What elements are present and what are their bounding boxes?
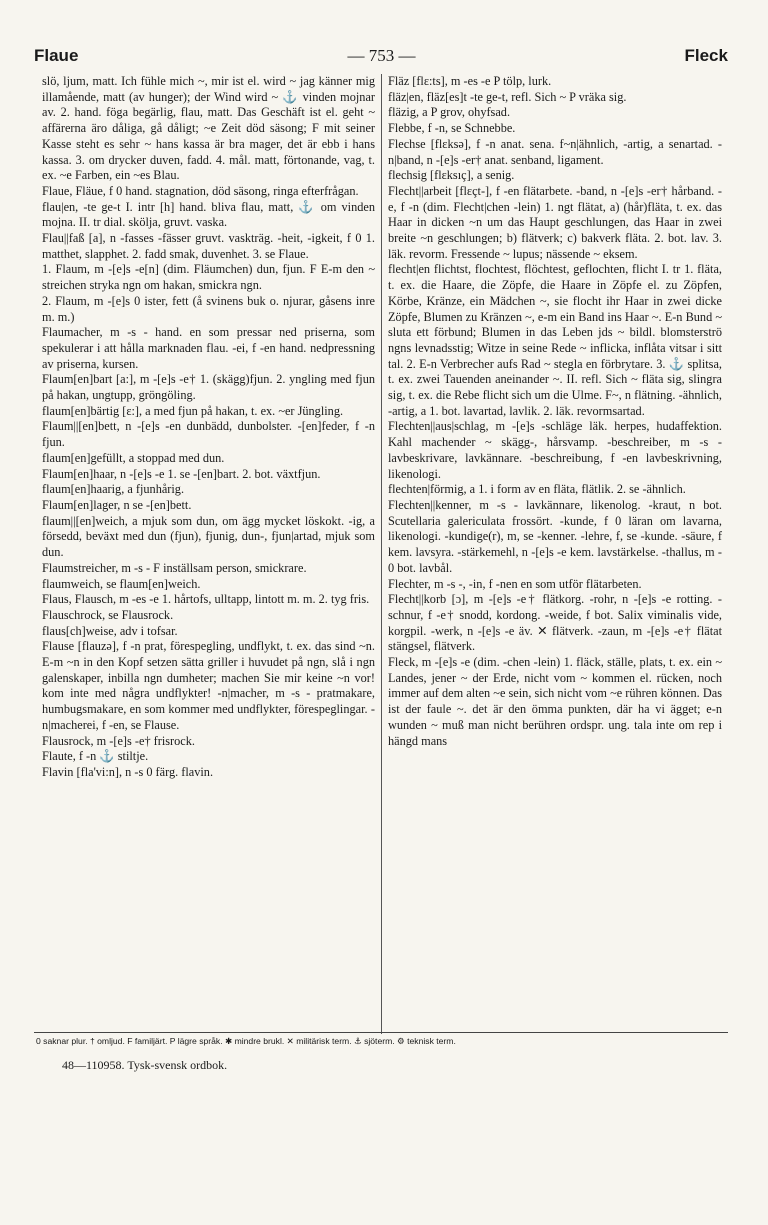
dictionary-entry: Flaumacher, m -s - hand. en som pressar ned priserna, som spekulerar i att hålla marknaden flau. -ei, f -en hand. nedpressning av priserna, kursen.: [42, 325, 375, 371]
dictionary-entry: Flechten||kenner, m -s - lavkännare, likenolog. -kraut, n bot. Scutellaria galericulata frossört. -kunde, f 0 läran om lavarna, likenologi. -kundige(r), m, se -kenner. -lehre, f, se -kunde. -säure, f kem. lavsyra. -stärkemehl, n -[e]s -e kem. lavstärkelse. -thallus, m - 0 bot. lavbål.: [388, 497, 722, 575]
dictionary-entry: Flauschrock, se Flausrock.: [42, 607, 174, 622]
dictionary-entry: Flechse [flεksə], f -n anat. sena. f~n|ähnlich, -artig, a senartad. -n|band, n -[e]s -er† anat. senband, ligament.: [388, 136, 722, 167]
dictionary-entry: Fläz [flε:ts], m -es -e P tölp, lurk.: [388, 74, 552, 88]
dictionary-entry: Flaumstreicher, m -s - F inställsam person, smickrare.: [42, 560, 307, 575]
left-column: [36, 74, 382, 1034]
right-column: [382, 74, 728, 1034]
dictionary-entry: Flaum[en]lager, n se -[en]bett.: [42, 497, 192, 512]
dictionary-entry: flaum[en]haarig, a fjunhårig.: [42, 482, 185, 497]
dictionary-entry: Flau||faß [a], n -fasses -fässer gruvt. vaskträg. -heit, -igkeit, f 0 1. matthet, slapphet. 2. fadd smak, duvenhet. 3. se Flaue.: [42, 231, 375, 261]
page-number: — 753 —: [347, 46, 416, 65]
dictionary-entry: 2. Flaum, m -[e]s 0 ister, fett (å svinens buk o. njurar, gåsens inre m. m.): [42, 293, 375, 324]
dictionary-entry: Flecht||arbeit [flεçt-], f -en flätarbete. -band, n -[e]s -er† hårband. -e, f -n (dim. Flecht|chen -lein) 1. ngt flätat, a) (hår)fläta, t. ex. das Haar in dicken ~n um das Haupt geschlungen, das Haar in zwei breite ~n geschlungen; b) flätverk; c) bakverk fläta. 2. bot. lav. 3. läk. revorm. Fressende ~ lupus; nässende ~ eksem.: [388, 183, 722, 261]
page-header: [34, 40, 728, 72]
left-guide-word: Flaue: [34, 46, 79, 65]
dictionary-entry: Flaute, f -n ⚓ stiltje.: [42, 749, 149, 764]
dictionary-entry: flecht|en flichtst, flochtest, flöchtest, geflochten, flicht I. tr 1. fläta, t. ex. die Haare, die Zöpfe, die Haare in Zöpfe el. zu Zöpfen, Körbe, Kränze, ein Mädchen ~, sie flocht ihr Haar in zwei dicke Zöpfe, Blumen zu Kränzen ~, e-m ein Band ins Haar ~. E-n Bund ~ sluta ett förbund; Blumen in das Leben jds ~ bildl. blomsterströ ngns levnadsstig; Witze in seine Rede ~ inflicka, inflåta vitsar i sitt tal. 2. E-n Verbrecher aufs Rad ~ stegla en förbrytare. 3. ⚓ splitsa, t. ex. zwei Tauenden aneinander ~. II. refl. Sich ~ fläta sig, slingra sig, t. ex. die Rebe flicht sich um die Ulme. F~, n flätning. -ähnlich, -artig, a 1. bot. lavartad, lavlik. 2. läk. revormsartad.: [388, 262, 722, 418]
dictionary-entry: flaum[en]bärtig [ε:], a med fjun på hakan, t. ex. ~er Jüngling.: [42, 403, 344, 418]
dictionary-entry: Flaue, Fläue, f 0 hand. stagnation, död säsong, ringa efterfrågan.: [42, 183, 359, 198]
dictionary-entry: Flecht||korb [ɔ], m -[e]s -e† flätkorg. -rohr, n -[e]s -e rotting. -schnur, f -e† snodd, kordong. -weide, f bot. Salix viminalis vide, korgpil. -werk, n -[e]s -e äv. ✕ flätverk. -zaun, m -[e]s -e† flätat stängsel, flätverk.: [388, 592, 722, 654]
dictionary-entry: Flause [flauzə], f -n prat, förespegling, undflykt, t. ex. das sind ~n. E-m ~n in den Kopf setzen sätta griller i huvudet på ngn, slå i ngn galenskaper, inbilla ngn dumheter; machen Sie mir keine ~n vor! kom inte med några undflykter! -n|macher, m -s - pratmakare, humbugsmakare, en som kommer med undflykter, förespeglingar. -n|macherei, f -en, se Flause.: [42, 639, 375, 732]
dictionary-entry: Flaum[en]bart [a:], m -[e]s -e† 1. (skägg)fjun. 2. yngling med fjun på hakan, ungtupp, gröngöling.: [42, 372, 375, 403]
dictionary-entry: 1. Flaum, m -[e]s -e[n] (dim. Fläumchen) dun, fjun. F E-m den ~ streichen stryka ngn om hakan, smickra ngn.: [42, 262, 375, 293]
dictionary-entry: Flausrock, m -[e]s -e† frisrock.: [42, 733, 195, 748]
dictionary-entry: flaumweich, se flaum[en]weich.: [42, 576, 201, 591]
footer-rule: [34, 1032, 728, 1033]
dictionary-entry: Flechten||aus|schlag, m -[e]s -schläge läk. herpes, hudaffektion. Kahl machender ~ skägg-, hårsvamp. -beschreiber, m -s - lavbeskrivare, lavkännare. -beschreibung, f -en lavbeskrivning, likenologi.: [388, 419, 722, 481]
dictionary-entry: Flaus, Flausch, m -es -e 1. hårtofs, ulltapp, lintott m. m. 2. tyg fris.: [42, 592, 370, 607]
abbreviation-legend: 0 saknar plur. † omljud. F familjärt. P lägre språk. ✱ mindre brukl. ✕ militärisk term. ⚓ sjöterm. ⚙ teknisk term.: [36, 1036, 456, 1046]
dictionary-entry: Flaum[en]haar, n -[e]s -e 1. se -[en]bart. 2. bot. växtfjun.: [42, 466, 321, 481]
dictionary-entry: Flebbe, f -n, se Schnebbe.: [388, 121, 516, 136]
dictionary-entry: flaum[en]gefüllt, a stoppad med dun.: [42, 450, 225, 465]
dictionary-entry: fläzig, a P grov, ohyfsad.: [388, 105, 511, 120]
dictionary-entry: Flavin [fla'vi:n], n -s 0 färg. flavin.: [42, 764, 214, 779]
printer-line: 48—110958. Tysk-svensk ordbok.: [62, 1058, 228, 1072]
dictionary-entry: Fleck, m -[e]s -e (dim. -chen -lein) 1. fläck, ställe, plats, t. ex. ein ~ Landes, jener ~ der Erde, nicht vom ~ kommen el. rücken, noch immer auf dem alten ~e sein, sich nicht vom ~e rühren können. Das ist der faule ~. det är den ömma punkten, där ha vi ägget; e-n wunden ~ muß man nicht berühren ordspr. ung. tala inte om rep i hängd mans: [388, 655, 722, 748]
dictionary-entry: Flaum||[en]bett, n -[e]s -en dunbädd, dunbolster. -[en]feder, f -n fjun.: [42, 419, 375, 450]
dictionary-entry: fläz|en, fläz[es]t -te ge-t, refl. Sich ~ P vräka sig.: [388, 89, 627, 104]
dictionary-entry: slö, ljum, matt. Ich fühle mich ~, mir ist el. wird ~ jag känner mig illamående, matt (av hunger); der Wind wird ~ ⚓ vinden mojnar av. 2. hand. föga begärlig, flau, matt. Das Geschäft ist el. geht ~ affärerna äro dåliga, gå dåligt; ~e Zeit död säsong; F mit seiner Kasse steht es sehr ~ hans kassa är bra mager, det är ebb i hans kassa. 3. om drycker duven, fadd. 4. mål. matt, förtonande, vag, t. ex. ~e Farben, ein ~es Blau.: [42, 74, 375, 183]
dictionary-entry: Flechter, m -s -, -in, f -nen en som utför flätarbeten.: [388, 576, 642, 591]
dictionary-entry: flau|en, -te ge-t I. intr [h] hand. bliva flau, matt, ⚓ om vinden mojna. II. tr dial. skölja, gruvt. vaska.: [42, 199, 375, 230]
dictionary-entry: flechten|förmig, a 1. i form av en fläta, flätlik. 2. se -ähnlich.: [388, 482, 686, 497]
dictionary-entry: flechsig [flεksıç], a senig.: [388, 168, 515, 183]
dictionary-body: [36, 74, 728, 1034]
right-guide-word: Fleck: [684, 46, 728, 65]
dictionary-entry: flaus[ch]weise, adv i tofsar.: [42, 623, 178, 638]
dictionary-entry: flaum||[en]weich, a mjuk som dun, om ägg mycket löskokt. -ig, a försedd, beväxt med dun (fjun), fjunig, dun-, fjun|artad, mjuk som dun.: [42, 513, 375, 560]
